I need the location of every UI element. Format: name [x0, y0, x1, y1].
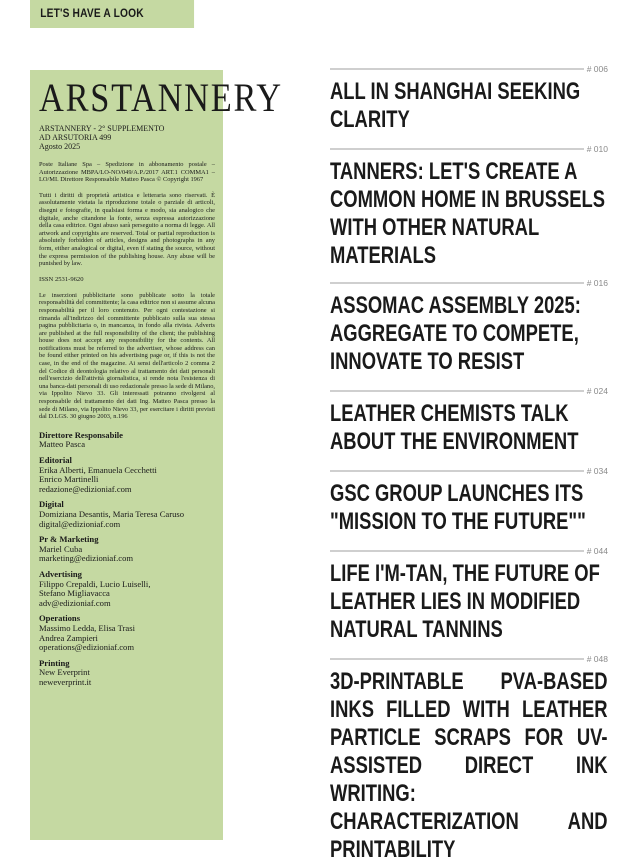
credit-heading: Printing	[39, 657, 70, 668]
credits	[39, 431, 215, 688]
credit-heading: Editorial	[39, 455, 72, 465]
page-number: # 016	[584, 278, 608, 288]
credit-line: Domiziana Desantis, Maria Teresa Caruso	[39, 508, 185, 519]
toc-entry[interactable]	[330, 654, 608, 863]
credit-block	[39, 614, 215, 652]
toc-entry[interactable]	[330, 64, 608, 148]
postal-notice: Poste Italiane Spa – Spedizione in abbonamento postale – Autorizzazione MBPA/LO-NO/049/A.P./2017 ART.1 COMMA1 – LO/MI. Direttore Responsabile Matteo Pasca © Copyright 1967	[39, 161, 215, 184]
credit-line: Filippo Crepaldi, Lucio Luiselli,	[39, 578, 151, 589]
issn: ISSN 2531-9620	[39, 275, 84, 283]
page-number: # 044	[584, 546, 608, 556]
toc-entry[interactable]	[330, 546, 608, 658]
article-title[interactable]: LEATHER CHEMISTS TALK ABOUT THE ENVIRONMENT	[330, 401, 579, 455]
credit-block	[39, 456, 215, 494]
credit-block	[39, 570, 215, 608]
credit-block	[39, 431, 215, 450]
credit-heading: Digital	[39, 499, 64, 510]
credit-email[interactable]: digital@edizioniaf.com	[39, 518, 121, 529]
credit-block	[39, 535, 215, 564]
credit-line: Massimo Ledda, Elisa Trasi	[39, 622, 135, 633]
credit-link[interactable]: neweverprint.it	[39, 676, 92, 687]
issue-line: ARSTANNERY - 2° SUPPLEMENTO	[39, 124, 165, 133]
magazine-logo: ARSTANNERY	[39, 75, 283, 120]
article-title[interactable]: LIFE I'M-TAN, THE FUTURE OF LEATHER LIES IN MODIFIED NATURAL TANNINS	[330, 561, 600, 643]
page-number: # 024	[584, 386, 608, 396]
credit-block	[39, 659, 215, 688]
issue-info	[39, 124, 215, 151]
credit-heading: Direttore Responsabile	[39, 429, 123, 440]
article-title[interactable]: ALL IN SHANGHAI SEEKING CLARITY	[330, 79, 581, 133]
article-title[interactable]: ASSOMAC ASSEMBLY 2025: AGGREGATE TO COMPETE, INNOVATE TO RESIST	[330, 293, 581, 375]
credit-line: Erika Alberti, Emanuela Cecchetti	[39, 464, 157, 475]
section-tag: LET'S HAVE A LOOK	[30, 0, 194, 28]
article-title[interactable]: TANNERS: LET'S CREATE A COMMON HOME IN BRUSSELS WITH OTHER NATURAL MATERIALS	[330, 159, 606, 269]
credit-email[interactable]: operations@edizioniaf.com	[39, 642, 135, 653]
rights-notice: Tutti i diritti di proprietà artistica e letteraria sono riservati. È assolutamente vietata la riproduzione totale o parziale di articoli, disegni e fotografie, in qualsiasi forma e modo, sia analogico che digitale, anche citandone la fonte, senza espressa autorizzazione della casa editrice. Ogni abuso sarà perseguito a norma di legge. All artwork and copyrights are reserved. Total or partial reproduction is absolutely forbidden of articles, designs and photographs in any form, either analogical or digital, even if stating the source, without the express permission of the publishing house. Any abuse will be punished by law.	[39, 191, 215, 268]
credit-line: Mariel Cuba	[39, 543, 83, 554]
credit-email[interactable]: redazione@edizioniaf.com	[39, 483, 132, 494]
page-number: # 048	[584, 654, 608, 664]
article-title[interactable]: 3D-PRINTABLE PVA-BASED INKS FILLED WITH LEATHER PARTICLE SCRAPS FOR UV-ASSISTED DIRECT INK WRITING: CHARACTERIZATION AND PRINTABILITY	[330, 669, 608, 863]
page-number: # 034	[584, 466, 608, 476]
credit-line: Stefano Migliavacca	[39, 588, 110, 599]
issue-line: Agosto 2025	[39, 142, 81, 151]
toc-entry[interactable]	[330, 278, 608, 390]
credit-heading: Operations	[39, 613, 81, 624]
toc-entry[interactable]	[330, 466, 608, 550]
toc-entry[interactable]	[330, 386, 608, 470]
issue-line: AD ARSUTORIA 499	[39, 133, 112, 142]
toc-entry[interactable]	[330, 144, 608, 282]
page-number: # 006	[584, 64, 608, 74]
advertising-notice: Le inserzioni pubblicitarie sono pubblicate sotto la totale responsabilità del committente; la casa editrice non si assume alcuna responsabilità per il loro contenuto. Per ogni contestazione si rimanda all'indirizzo del committente pubblicato sulla sua stessa pagina pubblicitaria o, in mancanza, in fondo alla rivista. Adverts are published at the full responsibility of the client; the publishing house does not accept any responsibility for the contents. All notifications must be referred to the advertiser, whose address can be found either printed on his advertising page or, if this is not the case, in the end of the magazine. Ai sensi dell'articolo 2 comma 2 del Codice di deontologia relativo al trattamento dei dati personali nell'esercizio dell'attività giornalistica, si rende nota l'esistenza di una banca-dati personali di uso redazionale presso la sede di Milano, via Ippolito Nievo 33. Gli interessati potranno rivolgersi al responsabile del trattamento dei dati Ing. Matteo Pasca presso la sede di Milano, via Ippolito Nievo 33, per esercitare i diritti previsti dal D.LGS. 30 giugno 2003, n.196	[39, 291, 215, 421]
page-number: # 010	[584, 144, 608, 154]
credit-line: New Everprint	[39, 667, 90, 678]
credit-heading: Advertising	[39, 568, 82, 579]
credit-email[interactable]: adv@edizioniaf.com	[39, 597, 111, 608]
credit-line: Enrico Martinelli	[39, 474, 99, 485]
credit-line: Matteo Pasca	[39, 439, 86, 450]
credit-block	[39, 500, 215, 529]
colophon-sidebar	[30, 70, 283, 840]
article-title[interactable]: GSC GROUP LAUNCHES ITS "MISSION TO THE FUTURE""	[330, 481, 586, 535]
credit-email[interactable]: marketing@edizioniaf.com	[39, 553, 134, 564]
credit-line: Andrea Zampieri	[39, 632, 98, 643]
table-of-contents	[330, 64, 608, 863]
credit-heading: Pr & Marketing	[39, 534, 99, 545]
